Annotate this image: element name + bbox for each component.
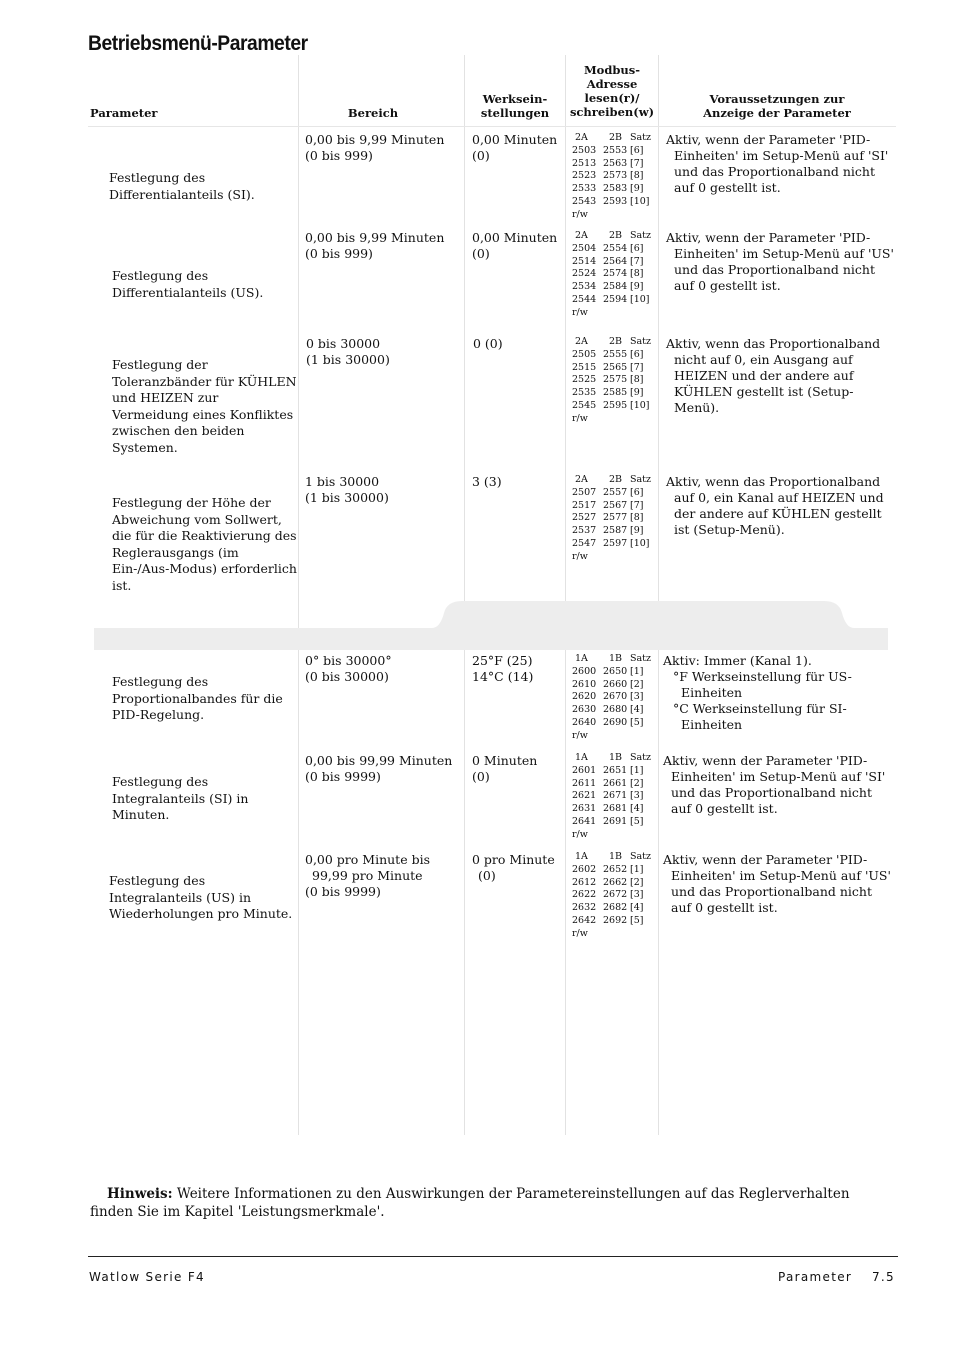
footer-section: Parameter: [778, 1270, 853, 1284]
row-default: 0 Minuten (0): [472, 753, 538, 784]
row-default: 0 pro Minute (0): [472, 852, 555, 883]
row-range: 0 bis 30000 (1 bis 30000): [306, 336, 390, 367]
row-condition: Aktiv, wenn das Proportionalband nicht auf 0, ein Ausgang auf HEIZEN und der andere auf KÜHLEN gestellt ist (Setup-Menü).: [666, 336, 881, 415]
row-modbus: 2A 2B Satz 2504 2554 [6] 2514 2564 [7] 2524 2574 [8] 2534 2584 [9] 2544 2594 [10] r/w: [572, 230, 651, 318]
section-band: [94, 628, 888, 650]
footer-page-number: 7.5: [872, 1270, 895, 1284]
row-parameter: Festlegung des Proportionalbandes für die PID-Regelung.: [112, 674, 283, 722]
row-default: 25°F (25) 14°C (14): [472, 653, 534, 684]
row-parameter: Festlegung der Höhe der Abweichung vom Sollwert, die für die Reaktivierung des Reglerausgangs (im Ein-/Aus-Modus) erforderlich ist.: [112, 495, 297, 593]
note-text: Weitere Informationen zu den Auswirkungen der Parametereinstellungen auf das Reglerverhalten finden Sie im Kapitel 'Leistungsmerkmale'.: [90, 1186, 850, 1220]
row-modbus: 1A 1B Satz 2601 2651 [1] 2611 2661 [2] 2621 2671 [3] 2631 2681 [4] 2641 2691 [5] r/w: [572, 752, 651, 840]
row-condition: Aktiv, wenn der Parameter 'PID-Einheiten' im Setup-Menü auf 'US' und das Proportionalband nicht auf 0 gestellt ist.: [663, 852, 891, 915]
column-divider: [658, 55, 659, 1135]
header-range: Bereich: [347, 106, 399, 120]
column-divider: [298, 55, 299, 1135]
row-range: 0,00 bis 99,99 Minuten (0 bis 9999): [305, 753, 453, 784]
row-modbus: 1A 1B Satz 2602 2652 [1] 2612 2662 [2] 2622 2672 [3] 2632 2682 [4] 2642 2692 [5] r/w: [572, 851, 651, 939]
note-paragraph: [90, 1185, 890, 1221]
row-range: 0,00 bis 9,99 Minuten (0 bis 999): [305, 132, 445, 163]
header-modbus: Modbus- Adresse lesen(r)/ schreiben(w): [569, 63, 655, 119]
row-default: 0,00 Minuten (0): [472, 230, 558, 261]
page-title: Betriebsmenü-Parameter: [88, 32, 308, 55]
row-range: 0,00 pro Minute bis 99,99 pro Minute (0 bis 9999): [305, 852, 430, 899]
row-parameter: Festlegung der Toleranzbänder für KÜHLEN und HEIZEN zur Vermeidung eines Konfliktes zwischen den beiden Systemen.: [112, 357, 297, 455]
row-default: 0 (0): [473, 336, 503, 351]
column-divider: [464, 55, 465, 1135]
row-range: 1 bis 30000 (1 bis 30000): [305, 474, 389, 505]
footer-left: Watlow Serie F4: [89, 1270, 205, 1284]
row-parameter: Festlegung des Differentialanteils (US).: [112, 268, 264, 300]
row-condition: Aktiv: Immer (Kanal 1). °F Werkseinstellung für US-Einheiten °C Werkseinstellung für SI-Einheiten: [663, 653, 852, 732]
row-condition: Aktiv, wenn der Parameter 'PID-Einheiten' im Setup-Menü auf 'US' und das Proportionalband nicht auf 0 gestellt ist.: [666, 230, 894, 293]
header-conditions: Voraussetzungen zur Anzeige der Parameter: [703, 92, 851, 120]
row-modbus: 2A 2B Satz 2505 2555 [6] 2515 2565 [7] 2525 2575 [8] 2535 2585 [9] 2545 2595 [10] r/w: [572, 336, 651, 424]
column-divider: [565, 55, 566, 1135]
header-divider: [88, 126, 896, 127]
footer-rule: [88, 1256, 898, 1257]
row-modbus: 2A 2B Satz 2507 2557 [6] 2517 2567 [7] 2527 2577 [8] 2537 2587 [9] 2547 2597 [10] r/w: [572, 474, 651, 562]
row-condition: Aktiv, wenn der Parameter 'PID-Einheiten' im Setup-Menü auf 'SI' und das Proportionalband nicht auf 0 gestellt ist.: [666, 132, 889, 195]
row-range: 0,00 bis 9,99 Minuten (0 bis 999): [305, 230, 445, 261]
row-modbus: 1A 1B Satz 2600 2650 [1] 2610 2660 [2] 2620 2670 [3] 2630 2680 [4] 2640 2690 [5] r/w: [572, 653, 651, 741]
note-label: Hinweis:: [107, 1186, 173, 1202]
section-tab: [432, 601, 854, 628]
row-condition: Aktiv, wenn der Parameter 'PID-Einheiten' im Setup-Menü auf 'SI' und das Proportionalband nicht auf 0 gestellt ist.: [663, 753, 886, 816]
row-condition: Aktiv, wenn das Proportionalband auf 0, ein Kanal auf HEIZEN und der andere auf KÜHLEN gestellt ist (Setup-Menü).: [666, 474, 884, 537]
row-modbus: 2A 2B Satz 2503 2553 [6] 2513 2563 [7] 2523 2573 [8] 2533 2583 [9] 2543 2593 [10] r/w: [572, 132, 651, 220]
header-default: Werksein- stellungen: [480, 92, 550, 120]
row-parameter: Festlegung des Differentialanteils (SI).: [109, 170, 255, 202]
row-parameter: Festlegung des Integralanteils (SI) in Minuten.: [112, 774, 249, 822]
row-default: 0,00 Minuten (0): [472, 132, 558, 163]
row-parameter: Festlegung des Integralanteils (US) in Wiederholungen pro Minute.: [109, 873, 293, 921]
row-default: 3 (3): [472, 474, 502, 489]
row-range: 0° bis 30000° (0 bis 30000): [305, 653, 392, 684]
header-parameter: Parameter: [90, 106, 158, 120]
